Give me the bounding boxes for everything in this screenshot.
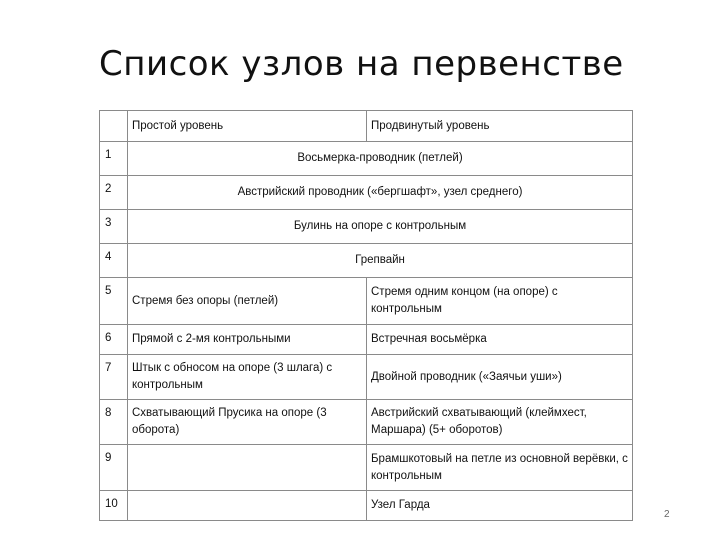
knot-advanced-level: Брамшкотовый на петле из основной верёвки, с контрольным (367, 445, 633, 491)
row-number: 4 (100, 244, 128, 278)
knot-name-both-levels: Грепвайн (128, 244, 633, 278)
row-number: 5 (100, 278, 128, 325)
knot-advanced-level: Узел Гарда (367, 491, 633, 521)
knot-advanced-level: Встречная восьмёрка (367, 325, 633, 355)
table-row (100, 210, 633, 244)
knot-simple-level: Схватывающий Прусика на опоре (3 оборота) (128, 400, 367, 445)
knot-simple-level: Стремя без опоры (петлей) (128, 278, 367, 325)
knot-advanced-level: Стремя одним концом (на опоре) с контрольным (367, 278, 633, 325)
table-row (100, 278, 633, 325)
knot-name-both-levels: Восьмерка-проводник (петлей) (128, 142, 633, 176)
table-row (100, 445, 633, 491)
header-num-cell (100, 111, 128, 142)
table-row (100, 491, 633, 521)
row-number: 6 (100, 325, 128, 355)
knot-name-both-levels: Булинь на опоре с контрольным (128, 210, 633, 244)
table-row (100, 176, 633, 210)
row-number: 8 (100, 400, 128, 445)
knot-advanced-level: Двойной проводник («Заячьи уши») (367, 355, 633, 400)
knot-list-table (99, 110, 633, 521)
knot-simple-level (128, 445, 367, 491)
row-number: 2 (100, 176, 128, 210)
table-row (100, 244, 633, 278)
header-advanced-level: Продвинутый уровень (367, 111, 633, 142)
row-number: 7 (100, 355, 128, 400)
table-row (100, 325, 633, 355)
knot-simple-level: Штык с обносом на опоре (3 шлага) с контрольным (128, 355, 367, 400)
knot-advanced-level: Австрийский схватывающий (клеймхест, Маршара) (5+ оборотов) (367, 400, 633, 445)
row-number: 1 (100, 142, 128, 176)
slide-title: Список узлов на первенстве (99, 44, 624, 84)
table-row (100, 355, 633, 400)
row-number: 3 (100, 210, 128, 244)
table-row (100, 142, 633, 176)
header-simple-level: Простой уровень (128, 111, 367, 142)
knot-simple-level: Прямой с 2-мя контрольными (128, 325, 367, 355)
row-number: 10 (100, 491, 128, 521)
table-header-row (100, 111, 633, 142)
table-row (100, 400, 633, 445)
knot-simple-level (128, 491, 367, 521)
knot-name-both-levels: Австрийский проводник («бергшафт», узел среднего) (128, 176, 633, 210)
page-number: 2 (664, 509, 670, 520)
row-number: 9 (100, 445, 128, 491)
